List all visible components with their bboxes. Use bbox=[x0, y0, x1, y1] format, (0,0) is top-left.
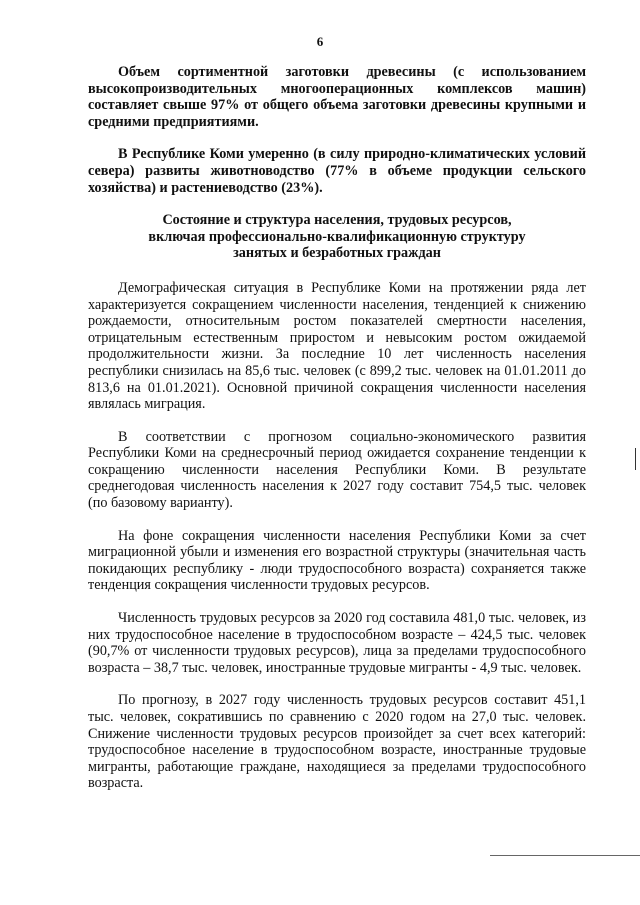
section-heading-line: Состояние и структура населения, трудовых ресурсов, bbox=[162, 212, 512, 229]
section-heading-line: включая профессионально-квалификационную структуру bbox=[148, 228, 526, 245]
paragraph-agriculture: В Республике Коми умеренно (в силу природно-климатических условий севера) развиты животноводство (77% в объеме продукции сельского хозяйства) и растениеводство (23%). bbox=[88, 146, 586, 196]
paragraph-forecast-population: В соответствии с прогнозом социально-экономического развития Республики Коми на среднесрочный период ожидается сохранение тенденции к сокращению численности населения Республики Коми. В результате среднегодовая численность населения к 2027 году составит 754,5 тыс. человек (по базовому варианту). bbox=[88, 428, 586, 512]
document-body bbox=[88, 64, 586, 808]
footer-rule bbox=[490, 855, 640, 856]
paragraph-migration: На фоне сокращения численности населения Республики Коми за счет миграционной убыли и изменения его возрастной структуры (значительная часть покидающих республику - люди трудоспособного возраста) сохраняется также тенденция сокращения численности трудовых ресурсов. bbox=[88, 527, 586, 594]
margin-mark bbox=[635, 448, 636, 470]
paragraph-labor-resources-2020: Численность трудовых ресурсов за 2020 год составила 481,0 тыс. человек, из них трудоспособное население в трудоспособном возрасте – 424,5 тыс. человек (90,7% от численности трудовых ресурсов), лица за пределами трудоспособного возраста – 38,7 тыс. человек, иностранные трудовые мигранты - 4,9 тыс. человек. bbox=[88, 610, 586, 676]
section-heading-line: занятых и безработных граждан bbox=[233, 245, 441, 262]
page-number: 6 bbox=[316, 34, 324, 49]
section-heading bbox=[88, 212, 586, 262]
paragraph-labor-resources-forecast: По прогнозу, в 2027 году численность трудовых ресурсов составит 451,1 тыс. человек, сократившись по сравнению с 2020 годом на 27,0 тыс. человек. Снижение численности трудовых ресурсов произойдет за счет всех категорий: трудоспособное население в трудоспособном возрасте, иностранные трудовые мигранты, работающие граждане, находящиеся за пределами трудоспособного возраста. bbox=[88, 692, 586, 792]
paragraph-demographics: Демографическая ситуация в Республике Коми на протяжении ряда лет характеризуется сокращением численности населения, тенденцией к снижению рождаемости, относительным ростом показателей смертности населения, отрицательным естественным приростом и невысоким ростом ожидаемой продолжительности жизни. За последние 10 лет численность населения республики снизилась на 85,6 тыс. человек (с 899,2 тыс. человек на 01.01.2011 до 813,6 на 01.01.2021). Основной причиной сокращения численности населения являлась миграция. bbox=[88, 279, 586, 413]
paragraph-timber-harvesting: Объем сортиментной заготовки древесины (с использованием высокопроизводительных многооперационных комплексов машин) составляет свыше 97% от общего объема заготовки древесины крупными и средними предприятиями. bbox=[88, 64, 586, 130]
